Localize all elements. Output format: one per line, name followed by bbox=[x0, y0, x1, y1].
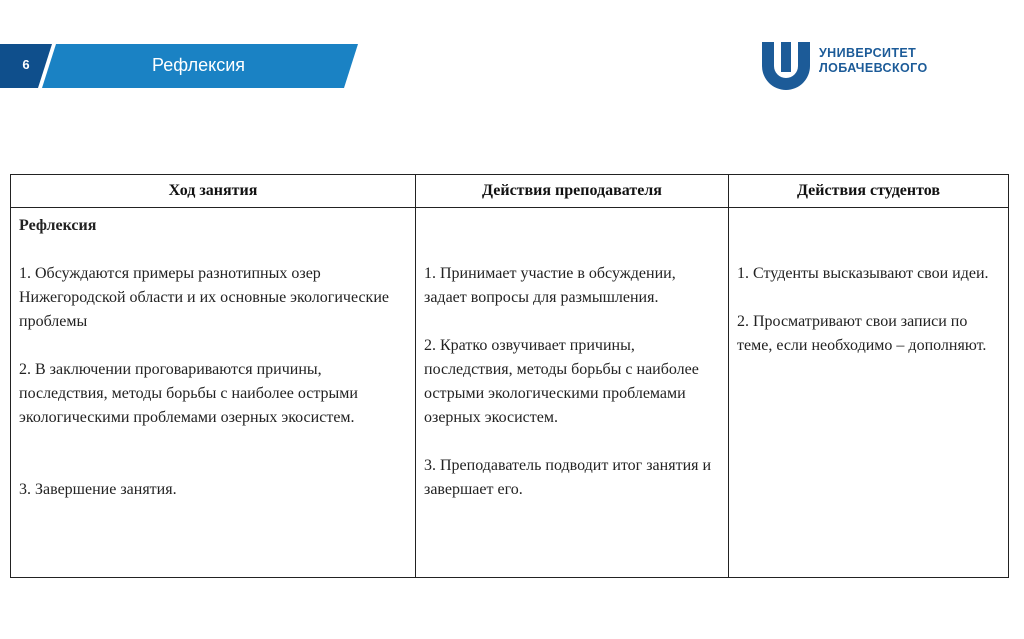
logo-line-2: ЛОБАЧЕВСКОГО bbox=[819, 61, 928, 75]
table-row bbox=[11, 208, 1009, 578]
university-u-icon bbox=[760, 38, 812, 90]
lesson-step-2: 2. В заключении проговариваются причины, последствия, методы борьбы с наиболее острыми экологическими проблемами озерных экосистем. bbox=[19, 361, 358, 426]
slide-number: 6 bbox=[22, 57, 30, 72]
teacher-action-2: 2. Кратко озвучивает причины, последствия, методы борьбы с наиболее острыми экологическими проблемами озерных экосистем. bbox=[424, 337, 699, 426]
cell-student-actions bbox=[729, 208, 1009, 578]
teacher-action-3: 3. Преподаватель подводит итог занятия и завершает его. bbox=[424, 457, 712, 498]
lesson-table bbox=[10, 174, 1009, 578]
slide-title: Рефлексия bbox=[152, 55, 246, 75]
cell-heading: Рефлексия bbox=[19, 217, 97, 234]
student-action-2: 2. Просматривают свои записи по теме, если необходимо – дополняют. bbox=[737, 313, 987, 354]
header-student-actions: Действия студентов bbox=[729, 175, 1009, 208]
logo-text bbox=[819, 46, 928, 76]
lesson-step-1: 1. Обсуждаются примеры разнотипных озер Нижегородской области и их основные экологические проблемы bbox=[19, 265, 389, 330]
header-lesson-flow: Ход занятия bbox=[11, 175, 416, 208]
university-logo bbox=[760, 38, 960, 90]
header-teacher-actions: Действия преподавателя bbox=[416, 175, 729, 208]
logo-line-1: УНИВЕРСИТЕТ bbox=[819, 46, 917, 60]
teacher-action-1: 1. Принимает участие в обсуждении, задает вопросы для размышления. bbox=[424, 265, 676, 306]
cell-lesson-flow bbox=[11, 208, 416, 578]
student-action-1: 1. Студенты высказывают свои идеи. bbox=[737, 265, 989, 282]
cell-teacher-actions bbox=[416, 208, 729, 578]
table-header-row bbox=[11, 175, 1009, 208]
lesson-step-3: 3. Завершение занятия. bbox=[19, 481, 177, 498]
